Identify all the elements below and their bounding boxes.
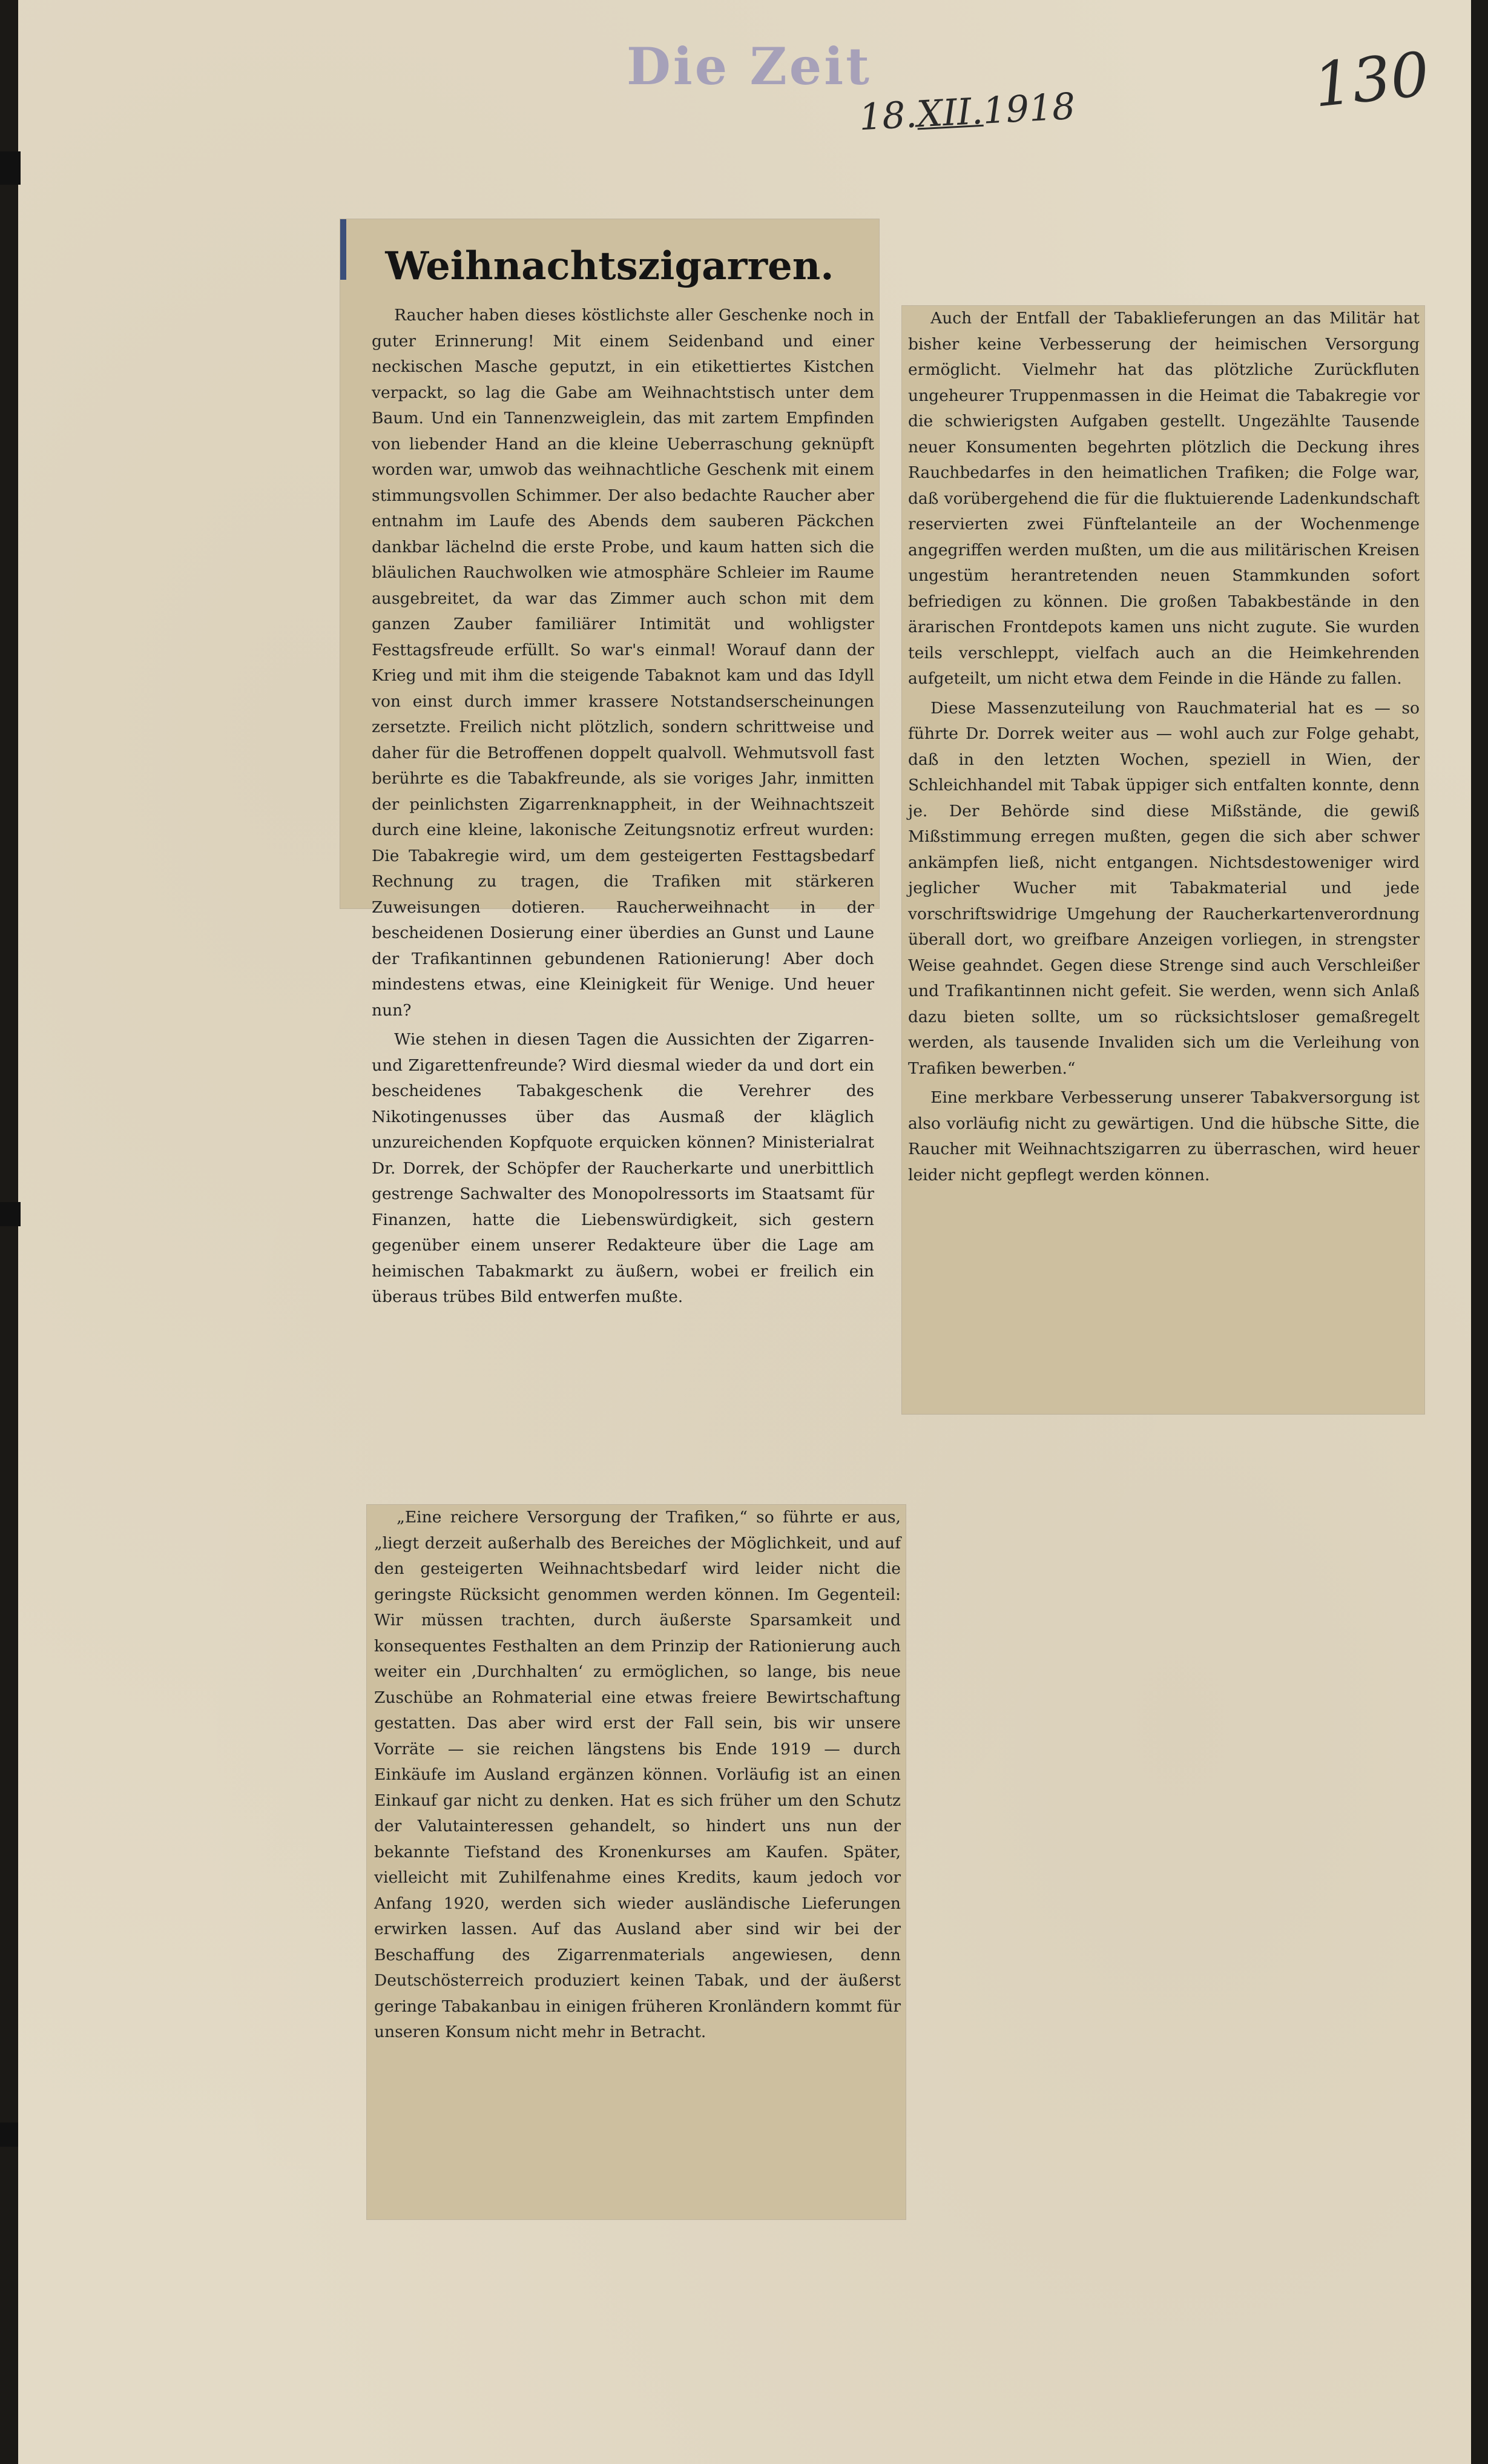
date-day: 18. [858, 93, 918, 139]
clipping-column-1-continued [367, 1505, 906, 2219]
folio-number: 130 [1310, 38, 1433, 121]
clipping-column-1 [340, 219, 879, 1306]
article-headline: Weihnachtszigarren. [385, 243, 834, 289]
clipping-column-2 [902, 306, 1424, 1414]
handwritten-date [858, 85, 1079, 163]
article-paragraph: Raucher haben dieses köstlichste aller Geschenke noch in guter Erinnerung! Mit einem Seidenband und einer neckischen Masche geputzt, in ein etikettiertes Kistchen verpackt, so lag die Gabe am Weihnachtstisch unter dem Baum. Und ein Tannenzweiglein, das mit zartem Empfinden von liebender Hand an die kleine Ueberraschung geknüpft worden war, umwob das weihnachtliche Geschenk mit einem stimmungsvollen Schimmer. Der also bedachte Raucher aber entnahm im Laufe des Abends dem sauberen Päckchen dankbar lächelnd die erste Probe, und kaum hatten sich die bläulichen Rauchwolken wie atmosphäre Schleier im Raume ausgebreitet, da war das Zimmer auch schon mit dem ganzen Zauber familiärer Intimität und wohligster Festtagsfreude erfüllt. So war's einmal! Worauf dann der Krieg und mit ihm die steigende Tabaknot kam und das Idyll von einst durch immer krassere Notstandserscheinungen zersetzte. Freilich nicht plötzlich, sondern schrittweise und daher für die Betroffenen doppelt qualvoll. Wehmutsvoll fast berührte es die Tabakfreunde, als sie voriges Jahr, inmitten der peinlichsten Zigarrenknappheit, in der Weihnachtszeit durch eine kleine, lakonische Zeitungsnotiz erfreut wurden: Die Tabakregie wird, um dem gesteigerten Festtagsbedarf Rechnung zu tragen, die Trafiken mit stärkeren Zuweisungen dotieren. Raucherweihnacht in der bescheidenen Dosierung einer überdies an Gunst und Laune der Trafikantinnen gebundenen Rationierung! Aber doch mindestens etwas, eine Kleinigkeit für Wenige. Und heuer nun? [372, 306, 874, 1020]
article-paragraph: Eine merkbare Verbesserung unserer Tabakversorgung ist also vorläufig nicht zu gewärtigen. Und die hübsche Sitte, die Raucher mit Weihnachtszigarren zu überraschen, wird heuer leider nicht gepflegt werden können. [908, 1088, 1420, 1184]
left-edge-damage [0, 1202, 21, 1226]
date-year: 1918 [981, 85, 1076, 133]
newspaper-stamp: Die Zeit [627, 36, 872, 96]
left-edge-damage [0, 2122, 18, 2147]
article-paragraph: „Eine reichere Versorgung der Trafiken,“ so führte er aus, „liegt derzeit außerhalb des Bereiches der Möglichkeit, und auf den gesteigerten Weihnachtsbedarf wird leider nicht die geringste Rücksicht genommen werden können. Im Gegenteil: Wir müssen trachten, durch äußerste Sparsamkeit und konsequentes Festhalten an dem Prinzip der Rationierung auch weiter ein ‚Durchhalten‘ zu ermöglichen, so lange, bis neue Zuschübe an Rohmaterial eine etwas freiere Bewirtschaftung gestatten. Das aber wird erst der Fall sein, bis wir unsere Vorräte — sie reichen längstens bis Ende 1919 — durch Einkäufe im Ausland ergänzen können. Vorläufig ist an einen Einkauf gar nicht zu denken. Hat es sich früher um den Schutz der Valutainteressen gehandelt, so hindert uns nun der bekannte Tiefstand des Kronenkurses am Kaufen. Später, vielleicht mit Zuhilfenahme eines Kredits, kaum jedoch vor Anfang 1920, werden sich wieder ausländische Lieferungen erwirken lassen. Auf das Ausland aber sind wir bei der Beschaffung des Zigarrenmaterials angewiesen, denn Deutschösterreich produziert keinen Tabak, und der äußerst geringe Tabakanbau in einigen früheren Kronländern kommt für unseren Konsum nicht mehr in Betracht. [374, 1508, 901, 2041]
article-paragraph: Diese Massenzuteilung von Rauchmaterial hat es — so führte Dr. Dorrek weiter aus — wohl auch zur Folge gehabt, daß in den letzten Wochen, speziell in Wien, der Schleichhandel mit Tabak üppiger sich entfalten konnte, denn je. Der Behörde sind diese Mißstände, die gewiß Mißstimmung erregen mußten, gegen die sich aber schwer ankämpfen ließ, nicht entgangen. Nichtsdestoweniger wird jeglicher Wucher mit Tabakmaterial und jede vorschriftswidrige Umgehung der Raucherkartenverordnung überall dort, wo greifbare Anzeigen vorliegen, in strengster Weise geahndet. Gegen diese Strenge sind auch Verschleißer und Trafikantinnen nicht gefeit. Sie werden, wenn sich Anlaß dazu bieten sollte, um so rücksichtsloser gemaßregelt werden, als tausende Invaliden sich um die Verleihung von Trafiken bewerben.“ [908, 698, 1420, 1078]
article-paragraph: Auch der Entfall der Tabaklieferungen an das Militär hat bisher keine Verbesserung der heimischen Versorgung ermöglicht. Vielmehr hat das plötzliche Zurückfluten ungeheurer Truppenmassen in die Heimat die Tabakregie vor die schwierigsten Aufgaben gestellt. Ungezählte Tausende neuer Konsumenten begehrten plötzlich die Deckung ihres Rauchbedarfes in den heimatlichen Trafiken; die Folge war, daß vorübergehend die für die fluktuierende Ladenkundschaft reservierten zwei Fünftelanteile an der Wochenmenge angegriffen werden mußten, um die aus militärischen Kreisen ungestüm herantretenden neuen Stammkunden sofort befriedigen zu können. Die großen Tabakbestände in den ärarischen Frontdepots kamen uns nicht zugute. Sie wurden teils verschleppt, vielfach auch an die Heimkehrenden aufgeteilt, um nicht etwa dem Feinde in die Hände zu fallen. [908, 309, 1420, 688]
date-month: XII. [915, 90, 984, 136]
article-paragraph: Wie stehen in diesen Tagen die Aussichten der Zigarren- und Zigarettenfreunde? Wird diesmal wieder da und dort ein bescheidenes Tabakgeschenk die Verehrer des Nikotingenusses über das Ausmaß der kläglich unzureichenden Kopfquote erquicken können? Ministerialrat Dr. Dorrek, der Schöpfer der Raucherkarte und unerbittlich gestrenge Sachwalter des Monopolressorts im Staatsamt für Finanzen, hatte die Liebenswürdigkeit, sich gestern gegenüber einem unserer Redakteure über die Lage am heimischen Tabakmarkt zu äußern, wobei er freilich ein überaus trübes Bild entwerfen mußte. [372, 1030, 874, 1306]
archive-sheet [18, 0, 1471, 2464]
left-edge-damage [0, 151, 21, 185]
